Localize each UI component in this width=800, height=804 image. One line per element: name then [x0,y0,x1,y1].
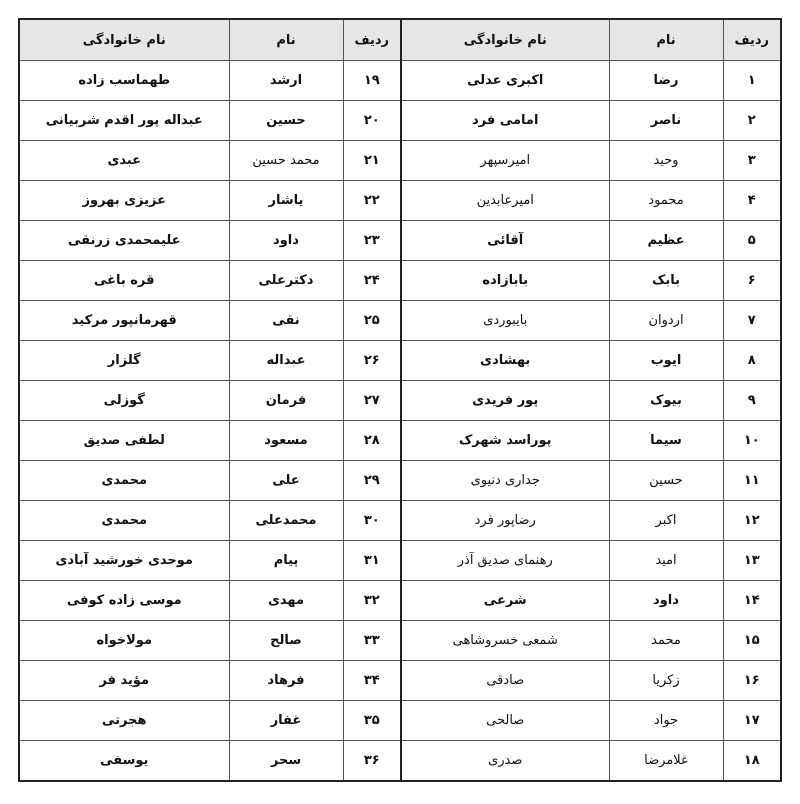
row-number-cell: ۷ [723,301,781,341]
last-name-cell: صادقی [401,661,609,701]
last-name-cell: عبدی [19,141,229,181]
row-number-cell: ۱۵ [723,621,781,661]
last-name-cell: بایبوردی [401,301,609,341]
row-number-cell: ۲۹ [343,461,401,501]
last-name-cell: امامی فرد [401,101,609,141]
row-number-cell: ۳۱ [343,541,401,581]
first-name-cell: غفار [229,701,343,741]
first-name-cell: یاشار [229,181,343,221]
table-row [19,61,781,101]
header-last-name-1: نام خانوادگی [401,19,609,61]
table-row [19,621,781,661]
first-name-cell: ایوب [609,341,723,381]
last-name-cell: محمدی [19,501,229,541]
last-name-cell: صالحی [401,701,609,741]
table-row [19,421,781,461]
row-number-cell: ۱۶ [723,661,781,701]
first-name-cell: ناصر [609,101,723,141]
table-row [19,501,781,541]
last-name-cell: شمعی خسروشاهی [401,621,609,661]
header-last-name-2: نام خانوادگی [19,19,229,61]
first-name-cell: نقی [229,301,343,341]
row-number-cell: ۲۵ [343,301,401,341]
row-number-cell: ۵ [723,221,781,261]
row-number-cell: ۱۲ [723,501,781,541]
first-name-cell: جواد [609,701,723,741]
table-row [19,261,781,301]
table-row [19,461,781,501]
row-number-cell: ۸ [723,341,781,381]
row-number-cell: ۲۷ [343,381,401,421]
row-number-cell: ۱۷ [723,701,781,741]
first-name-cell: پیام [229,541,343,581]
row-number-cell: ۲ [723,101,781,141]
name-table [18,18,782,782]
last-name-cell: شرعی [401,581,609,621]
row-number-cell: ۳۰ [343,501,401,541]
name-table-sheet [18,18,780,778]
last-name-cell: قره باغی [19,261,229,301]
first-name-cell: داود [229,221,343,261]
row-number-cell: ۱۹ [343,61,401,101]
last-name-cell: امیرعابدین [401,181,609,221]
header-row [19,19,781,61]
last-name-cell: پوراسد شهرک [401,421,609,461]
row-number-cell: ۱۴ [723,581,781,621]
last-name-cell: جداری دنیوی [401,461,609,501]
last-name-cell: محمدی [19,461,229,501]
row-number-cell: ۹ [723,381,781,421]
row-number-cell: ۲۲ [343,181,401,221]
row-number-cell: ۶ [723,261,781,301]
first-name-cell: اکبر [609,501,723,541]
table-row [19,541,781,581]
last-name-cell: صدری [401,741,609,782]
header-first-name-2: نام [229,19,343,61]
last-name-cell: گلزار [19,341,229,381]
first-name-cell: فرمان [229,381,343,421]
header-row-number-1: ردیف [723,19,781,61]
last-name-cell: هجرتی [19,701,229,741]
last-name-cell: پور فریدی [401,381,609,421]
row-number-cell: ۲۴ [343,261,401,301]
first-name-cell: محمد [609,621,723,661]
first-name-cell: محمود [609,181,723,221]
first-name-cell: وحید [609,141,723,181]
header-row-number-2: ردیف [343,19,401,61]
first-name-cell: حسین [609,461,723,501]
last-name-cell: موحدی خورشید آبادی [19,541,229,581]
first-name-cell: ارشد [229,61,343,101]
table-body [19,61,781,782]
last-name-cell: اکبری عدلی [401,61,609,101]
row-number-cell: ۳۴ [343,661,401,701]
first-name-cell: زکریا [609,661,723,701]
last-name-cell: گوزلی [19,381,229,421]
last-name-cell: قهرمانپور مرکید [19,301,229,341]
table-row [19,701,781,741]
last-name-cell: مؤید فر [19,661,229,701]
last-name-cell: موسی زاده کوفی [19,581,229,621]
row-number-cell: ۳۳ [343,621,401,661]
table-row [19,381,781,421]
first-name-cell: سحر [229,741,343,782]
row-number-cell: ۳۲ [343,581,401,621]
first-name-cell: اردوان [609,301,723,341]
row-number-cell: ۳۵ [343,701,401,741]
first-name-cell: فرهاد [229,661,343,701]
row-number-cell: ۳۶ [343,741,401,782]
table-row [19,741,781,782]
row-number-cell: ۱۱ [723,461,781,501]
first-name-cell: حسین [229,101,343,141]
row-number-cell: ۲۳ [343,221,401,261]
last-name-cell: بهشادی [401,341,609,381]
last-name-cell: رضاپور فرد [401,501,609,541]
last-name-cell: علیمحمدی زرنقی [19,221,229,261]
first-name-cell: بیوک [609,381,723,421]
first-name-cell: بابک [609,261,723,301]
last-name-cell: یوسفی [19,741,229,782]
row-number-cell: ۱۰ [723,421,781,461]
first-name-cell: صالح [229,621,343,661]
first-name-cell: علی [229,461,343,501]
table-row [19,301,781,341]
last-name-cell: لطفی صدیق [19,421,229,461]
table-row [19,581,781,621]
last-name-cell: امیرسپهر [401,141,609,181]
last-name-cell: عزیزی بهروز [19,181,229,221]
first-name-cell: عظیم [609,221,723,261]
table-row [19,181,781,221]
first-name-cell: رضا [609,61,723,101]
last-name-cell: مولاخواه [19,621,229,661]
row-number-cell: ۲۰ [343,101,401,141]
row-number-cell: ۲۱ [343,141,401,181]
last-name-cell: بابازاده [401,261,609,301]
row-number-cell: ۱۸ [723,741,781,782]
first-name-cell: غلامرضا [609,741,723,782]
table-row [19,221,781,261]
table-row [19,341,781,381]
first-name-cell: امید [609,541,723,581]
row-number-cell: ۳ [723,141,781,181]
table-row [19,101,781,141]
first-name-cell: مسعود [229,421,343,461]
header-first-name-1: نام [609,19,723,61]
row-number-cell: ۴ [723,181,781,221]
first-name-cell: دکترعلی [229,261,343,301]
row-number-cell: ۱ [723,61,781,101]
first-name-cell: مهدی [229,581,343,621]
last-name-cell: عبداله پور اقدم شربیانی [19,101,229,141]
first-name-cell: محمد حسین [229,141,343,181]
first-name-cell: سیما [609,421,723,461]
table-row [19,141,781,181]
first-name-cell: داود [609,581,723,621]
last-name-cell: رهنمای صدیق آذر [401,541,609,581]
table-row [19,661,781,701]
first-name-cell: عبداله [229,341,343,381]
row-number-cell: ۲۶ [343,341,401,381]
last-name-cell: آقائی [401,221,609,261]
row-number-cell: ۲۸ [343,421,401,461]
last-name-cell: طهماسب زاده [19,61,229,101]
row-number-cell: ۱۳ [723,541,781,581]
first-name-cell: محمدعلی [229,501,343,541]
